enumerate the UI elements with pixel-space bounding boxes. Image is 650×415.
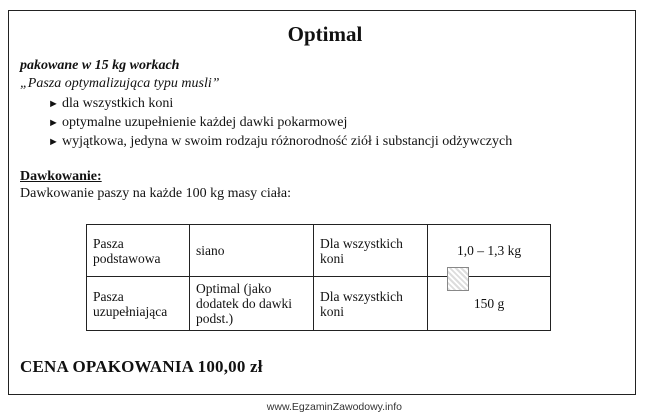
feature-item (48, 132, 512, 151)
feed-name-cell: siano (190, 225, 314, 277)
feature-item (48, 113, 512, 132)
site-watermark: www.EgzaminZawodowy.info (266, 401, 402, 413)
feed-type-cell: Pasza podstawowa (87, 225, 190, 277)
bullet-arrow-icon: ► (48, 136, 59, 148)
feature-text: optymalne uzupełnienie każdej dawki pokarmowej (62, 115, 348, 130)
dosing-description: Dawkowanie paszy na każde 100 kg masy ciała: (20, 186, 291, 201)
dose-cell: 150 g (428, 277, 551, 331)
table-row (87, 225, 551, 277)
bullet-arrow-icon: ► (48, 117, 59, 129)
product-tagline: „Pasza optymalizująca typu musli” (20, 76, 220, 91)
table-row (87, 277, 551, 331)
dose-cell: 1,0 – 1,3 kg (428, 225, 551, 277)
packaging-info: pakowane w 15 kg workach (20, 58, 180, 73)
feature-text: dla wszystkich koni (62, 96, 174, 111)
feed-type-cell: Pasza uzupełniająca (87, 277, 190, 331)
feed-name-cell: Optimal (jako dodatek do dawki podst.) (190, 277, 314, 331)
feature-item (48, 94, 512, 113)
feature-list (48, 94, 512, 151)
target-cell: Dla wszystkich koni (314, 225, 428, 277)
dosing-table (86, 224, 551, 331)
package-price: CENA OPAKOWANIA 100,00 zł (20, 357, 263, 376)
target-cell: Dla wszystkich koni (314, 277, 428, 331)
product-title: Optimal (287, 22, 363, 46)
feature-text: wyjątkowa, jedyna w swoim rodzaju różnorodność ziół i substancji odżywczych (62, 134, 513, 149)
bullet-arrow-icon: ► (48, 98, 59, 110)
watermark-logo-icon (447, 267, 469, 291)
dosing-heading: Dawkowanie: (20, 169, 102, 184)
